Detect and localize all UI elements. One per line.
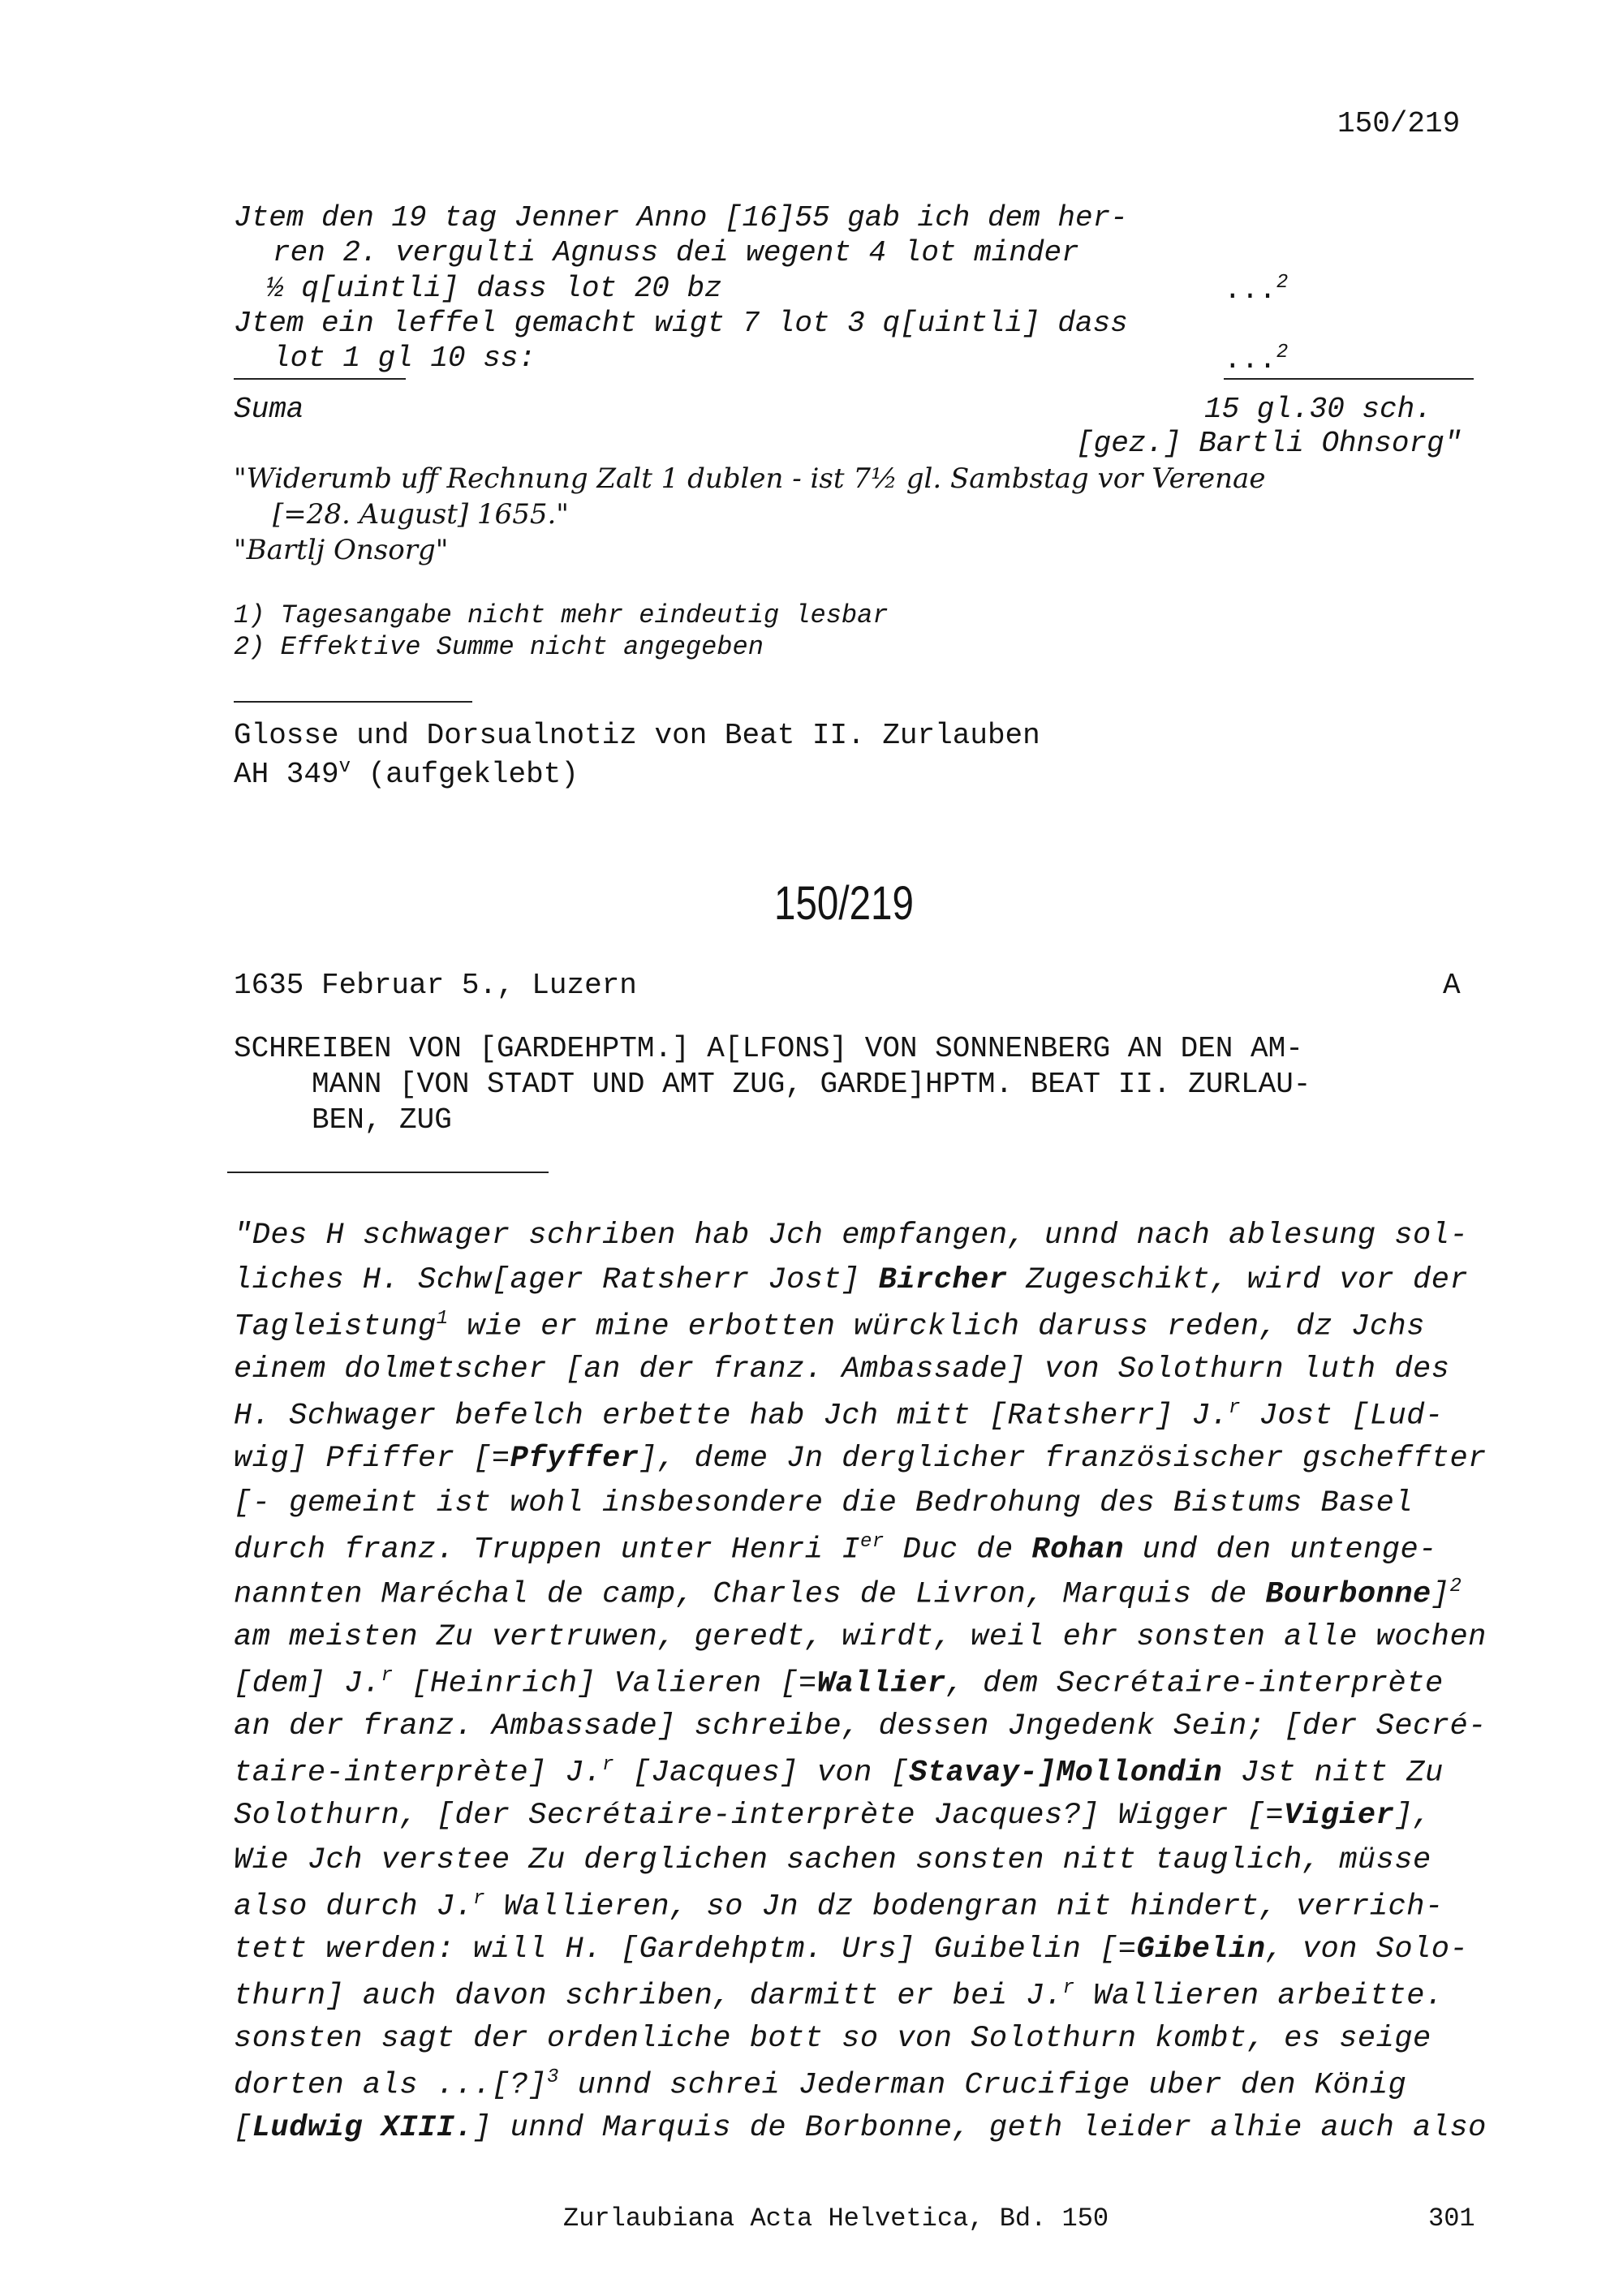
sum-rule-left [234,378,406,380]
receipt-line-3: "Bartlj Onsorg" [234,534,449,566]
body-line: durch franz. Truppen unter Henri Ier Duc de Rohan und den untenge- [234,1531,1437,1567]
body-line: am meisten Zu vertruwen, geredt, wirdt, weil ehr sonsten alle wochen [234,1620,1487,1654]
document-number-heading: 150/219 [774,877,914,930]
signature-line: [gez.] Bartli Ohnsorg" [1076,427,1462,460]
sum-label: Suma [234,393,304,426]
document-type: A [1443,969,1461,1002]
document-title-line-2: MANN [VON STADT UND AMT ZUG, GARDE]HPTM. BEAT II. ZURLAU- [312,1068,1311,1101]
account-line-3: ½ q[uintli] dass lot 20 bz [266,272,722,305]
document-title-line-3: BEN, ZUG [312,1103,452,1137]
body-line: nannten Maréchal de camp, Charles de Livron, Marquis de Bourbonne]$^2$ [234,1576,1462,1612]
body-line: [Ludwig XIII.] unnd Marquis de Borbonne, geth leider alhie auch also [234,2111,1487,2145]
body-line: tett werden: will H. [Gardehptm. Urs] Guibelin [=Gibelin, von Solo- [234,1933,1469,1967]
body-line: H. Schwager befelch erbette hab Jch mitt [Ratsherr] J.$^r$ Jost [Lud- [234,1397,1444,1434]
page-reference: 150/219 [1337,107,1461,140]
receipt-line-1: "Widerumb uff Rechnung Zalt 1 dublen - ist 7½ gl. Sambstag vor Verenae [234,462,1266,495]
footer-publication: Zurlaubiana Acta Helvetica, Bd. 150 [563,2204,1109,2234]
body-line: Solothurn, [der Secrétaire-interprète Jacques?] Wigger [=Vigier], [234,1799,1431,1833]
body-line: Wie Jch verstee Zu derglichen sachen sonsten nitt tauglich, müsse [234,1843,1431,1877]
document-date-place: 1635 Februar 5., Luzern [234,969,637,1002]
account-mark-1: ...$^2$ [1224,272,1289,307]
body-line: dorten als ...[?]$^3$ unnd schrei Jederman Crucifige uber den König [234,2066,1407,2103]
body-line: sonsten sagt der ordenliche bott so von Solothurn kombt, es seige [234,2022,1431,2056]
body-line: Tagleistung$^1$ wie er mine erbotten würcklich daruss reden, dz Jchs [234,1308,1425,1344]
receipt-line-2: [=28. August] 1655." [273,498,569,531]
sum-rule-right [1224,378,1474,380]
account-line-1: Jtem den 19 tag Jenner Anno [16]55 gab ich dem her- [234,201,1128,234]
section-divider-2 [227,1172,549,1173]
gloss-line-1: Glosse und Dorsualnotiz von Beat II. Zurlauben [234,719,1040,752]
body-line: also durch J.$^r$ Wallieren, so Jn dz bodengran nit hindert, verrich- [234,1888,1444,1924]
body-line: [dem] J.$^r$ [Heinrich] Valieren [=Wallier, dem Secrétaire-interprète [234,1665,1444,1701]
sum-value: 15 gl.30 sch. [1204,393,1432,426]
body-line: [- gemeint ist wohl insbesondere die Bedrohung des Bistums Basel [234,1486,1414,1520]
footnote-2: 2) Effektive Summe nicht angegeben [234,632,764,662]
body-line: taire-interprète] J.$^r$ [Jacques] von [Stavay-]Mollondin Jst nitt Zu [234,1754,1444,1791]
account-line-4: Jtem ein leffel gemacht wigt 7 lot 3 q[uintli] dass [234,307,1128,340]
footer-page-number: 301 [1428,2204,1475,2234]
body-line: an der franz. Ambassade] schreibe, dessen Jngedenk Sein; [der Secré- [234,1709,1487,1743]
account-line-2: ren 2. vergulti Agnuss dei wegent 4 lot minder [273,236,1079,269]
account-line-5: lot 1 gl 10 ss: [273,342,536,375]
section-divider-1 [234,701,472,703]
document-title-line-1: SCHREIBEN VON [GARDEHPTM.] A[LFONS] VON SONNENBERG AN DEN AM- [234,1032,1303,1065]
body-line: wig] Pfiffer [=Pfyffer], deme Jn derglicher französischer gscheffter [234,1442,1487,1476]
body-line: liches H. Schw[ager Ratsherr Jost] Bircher Zugeschikt, wird vor der [234,1263,1469,1297]
body-line: thurn] auch davon schriben, darmitt er bei J.$^r$ Wallieren arbeitte. [234,1977,1444,2014]
body-line: einem dolmetscher [an der franz. Ambassade] von Solothurn luth des [234,1352,1450,1387]
account-mark-2: ...$^2$ [1224,342,1289,376]
footnote-1: 1) Tagesangabe nicht mehr eindeutig lesbar [234,600,889,630]
body-line: "Des H schwager schriben hab Jch empfangen, unnd nach ablesung sol- [234,1219,1469,1253]
gloss-line-2: AH 349$^v$ (aufgeklebt) [234,756,579,791]
